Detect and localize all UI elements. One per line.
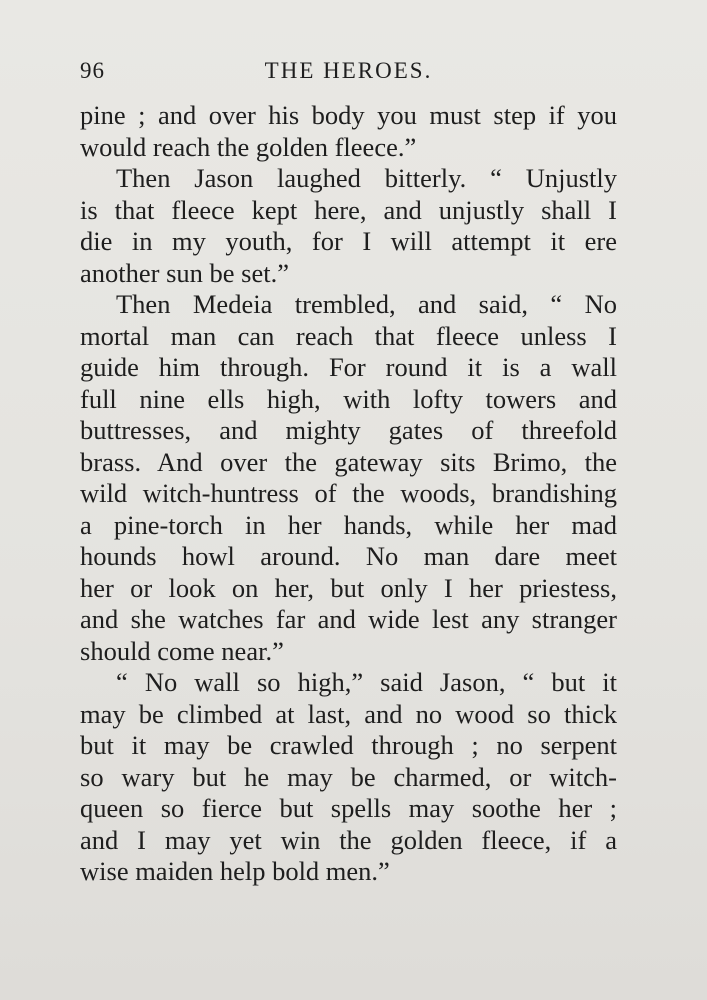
- text-line: another sun be set.”: [80, 257, 289, 288]
- text-line: so wary but he may be charmed, or witch-: [80, 761, 617, 792]
- text-line: full nine ells high, with lofty towers and: [80, 383, 617, 414]
- paragraph: [80, 100, 617, 163]
- text-line: buttresses, and mighty gates of threefold: [80, 415, 617, 445]
- text-line: brass. And over the gateway sits Brimo, the: [80, 446, 617, 477]
- text-line: and she watches far and wide lest any stranger: [80, 604, 617, 634]
- text-line: guide him through. For round it is a wall: [80, 352, 617, 382]
- text-line: die in my youth, for I will attempt it ere: [80, 226, 617, 256]
- text-line: but it may be crawled through ; no serpent: [80, 730, 617, 760]
- text-line: wild witch-huntress of the woods, brandishing: [80, 478, 617, 508]
- paragraph: [80, 289, 617, 667]
- page-number: 96: [80, 58, 105, 83]
- text-line: pine ; and over his body you must step if you: [80, 100, 617, 130]
- text-line: a pine-torch in her hands, while her mad: [80, 509, 617, 540]
- page-header: [80, 58, 617, 90]
- text-line: is that fleece kept here, and unjustly shall I: [80, 194, 617, 225]
- text-line: “ No wall so high,” said Jason, “ but it: [116, 667, 617, 697]
- text-line: wise maiden help bold men.”: [80, 856, 390, 886]
- paragraph: [80, 667, 617, 888]
- text-line: mortal man can reach that fleece unless I: [80, 320, 617, 351]
- text-line: Then Medeia trembled, and said, “ No: [116, 289, 617, 319]
- text-line: should come near.”: [80, 635, 284, 666]
- running-title: THE HEROES.: [264, 58, 433, 83]
- paragraph: [80, 163, 617, 289]
- text-line: Then Jason laughed bitterly. “ Unjustly: [116, 163, 617, 193]
- text-line: may be climbed at last, and no wood so thick: [80, 698, 617, 729]
- text-line: would reach the golden fleece.”: [80, 131, 417, 162]
- text-line: hounds howl around. No man dare meet: [80, 541, 617, 571]
- body-text: [80, 100, 617, 888]
- text-line: and I may yet win the golden fleece, if a: [80, 824, 617, 855]
- text-line: queen so fierce but spells may soothe her ;: [80, 793, 617, 823]
- text-line: her or look on her, but only I her priestess,: [80, 572, 617, 603]
